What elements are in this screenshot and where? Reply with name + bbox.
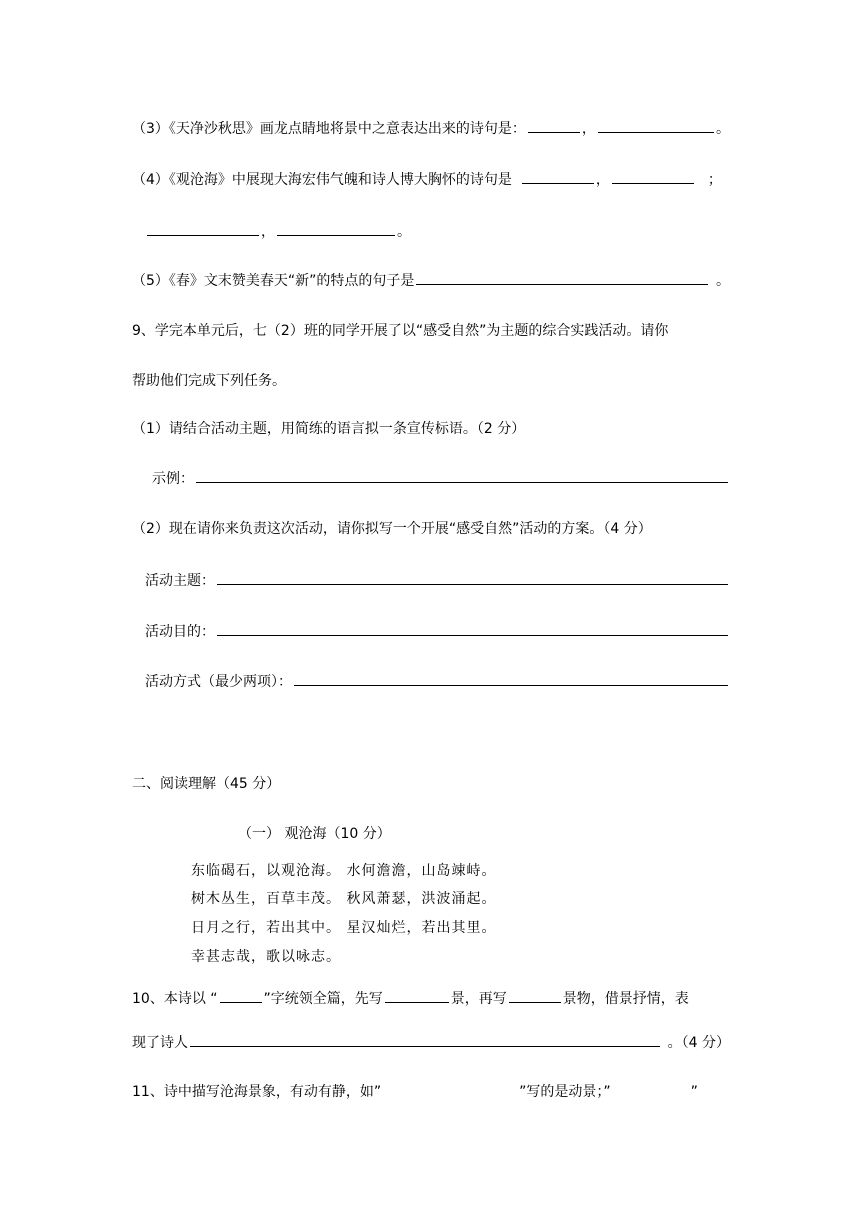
- comma: ，: [261, 224, 275, 240]
- comma: ，: [581, 121, 596, 137]
- q11: [132, 1081, 730, 1103]
- answer-blank[interactable]: [190, 1032, 660, 1047]
- activity-purpose-label: 活动目的：: [145, 624, 215, 640]
- q10-text: 现了诗人: [132, 1035, 188, 1051]
- q9-stem-line1: 9、学完本单元后，七（2）班的同学开展了以“感受自然”为主题的综合实践活动。请你: [132, 323, 669, 339]
- answer-blank[interactable]: [509, 988, 561, 1003]
- answer-blank[interactable]: [598, 118, 714, 133]
- q11-text: 11、诗中描写沧海景象，有动有静，如”: [132, 1084, 382, 1100]
- period: 。: [716, 273, 730, 289]
- poem-heading: [238, 823, 730, 845]
- activity-method-label: 活动方式（最少两项）：: [145, 674, 292, 690]
- q8-item4: [132, 169, 730, 191]
- q10-cont: [132, 1032, 730, 1054]
- activity-method-row: [145, 671, 730, 693]
- q9-part2-text: （2）现在请你来负责这次活动，请你拟写一个开展“感受自然”活动的方案。（4 分）: [132, 521, 652, 537]
- activity-purpose-row: [145, 621, 730, 643]
- q8-item5: [132, 270, 730, 292]
- q9-part2: [132, 518, 730, 540]
- q9-stem: [132, 320, 730, 342]
- section-title: 二、阅读理解（45 分）: [132, 776, 281, 792]
- poem-line: 树木丛生，百草丰茂。 秋风萧瑟，洪波涌起。: [191, 891, 497, 907]
- poem-line: 东临碣石，以观沧海。 水何澹澹，山岛竦峙。: [191, 863, 497, 879]
- answer-blank[interactable]: [385, 988, 449, 1003]
- q10-score: 。（4 分）: [667, 1035, 730, 1051]
- section2-heading: [132, 773, 730, 795]
- activity-theme-row: [145, 570, 730, 592]
- q11-text: ”写的是动景；”: [519, 1084, 611, 1100]
- q9-stem-line2: 帮助他们完成下列任务。: [132, 373, 286, 389]
- q11-text: ”: [690, 1084, 698, 1100]
- q9-example-row: [152, 468, 730, 490]
- q10: [132, 988, 730, 1010]
- activity-theme-label: 活动主题：: [145, 573, 215, 589]
- answer-blank[interactable]: [612, 169, 694, 184]
- slogan-blank[interactable]: [196, 468, 728, 483]
- answer-blank[interactable]: [277, 221, 395, 236]
- period: 。: [716, 121, 730, 137]
- q8-item4-cont: [145, 221, 730, 243]
- q8-item4-text: （4）《观沧海》中展现大海宏伟气魄和诗人博大胸怀的诗句是: [132, 172, 512, 188]
- answer-blank[interactable]: [147, 221, 259, 236]
- q10-text: ”字统领全篇，先写: [263, 991, 383, 1007]
- activity-method-blank[interactable]: [294, 671, 728, 686]
- answer-blank[interactable]: [522, 169, 594, 184]
- semicolon: ；: [707, 172, 722, 188]
- example-label: 示例：: [152, 471, 194, 487]
- answer-blank[interactable]: [220, 988, 262, 1003]
- poem-title: （一） 观沧海（10 分）: [238, 826, 391, 842]
- answer-blank[interactable]: [416, 270, 708, 285]
- q8-item5-text: （5）《春》文末赞美春天“新”的特点的句子是: [132, 273, 415, 289]
- answer-blank[interactable]: [528, 118, 580, 133]
- poem-line: 日月之行，若出其中。 星汉灿烂，若出其里。: [191, 920, 497, 936]
- comma: ，: [595, 172, 610, 188]
- q10-text: 10、本诗以 “: [132, 991, 218, 1007]
- activity-theme-blank[interactable]: [217, 570, 728, 585]
- q10-text: 景，再写: [450, 991, 507, 1007]
- poem-line: 幸甚志哉，歌以咏志。: [191, 949, 341, 965]
- q9-stem-cont: [132, 370, 730, 392]
- q10-text: 景物，借景抒情，表: [562, 991, 689, 1007]
- period: 。: [397, 224, 411, 240]
- q9-part1-text: （1）请结合活动主题，用简练的语言拟一条宣传标语。（2 分）: [132, 421, 526, 437]
- activity-purpose-blank[interactable]: [217, 621, 728, 636]
- q8-item3-text: （3）《天净沙秋思》画龙点睛地将景中之意表达出来的诗句是：: [132, 121, 526, 137]
- q9-part1: [132, 418, 730, 440]
- q8-item3: [132, 118, 730, 140]
